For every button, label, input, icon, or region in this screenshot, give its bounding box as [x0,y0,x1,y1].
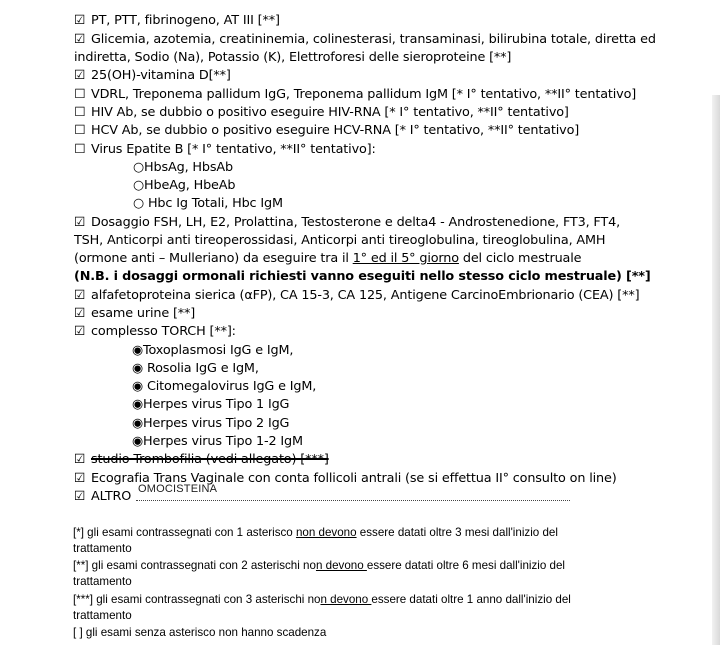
item-blood-chemistry-line2 [74,49,511,67]
struck-item-text: studio Trombofilia (vedi allegato) [***] [91,452,329,467]
torch-option [132,415,289,433]
other-value-field[interactable]: OMOCISTEINA [138,483,218,495]
empty-radio-icon: ○ [133,196,145,211]
item-hormones-line1 [74,214,620,232]
item-urine [74,305,195,323]
option-text: Hbc Ig Totali, Hbc IgM [147,196,283,211]
item-hcv [74,122,579,140]
item-blood-chemistry-line1 [74,31,656,49]
footnote-2-line2 [73,574,132,590]
footnote-3 [73,592,571,608]
footnote-text: essere datati oltre 6 mesi dall'inizio del [366,559,566,572]
item-hiv [74,104,569,122]
empty-checkbox-icon: ☐ [74,123,86,138]
item-torch [74,323,236,341]
footnote-emphasis: n devono [315,559,367,572]
filled-radio-icon: ◉ [132,343,144,358]
footnote-text: [**] gli esami contrassegnati con 2 asterischi no [73,559,316,572]
empty-checkbox-icon: ☐ [74,105,86,120]
checked-checkbox-icon: ☑ [74,452,86,467]
item-text: Ecografia Trans Vaginale con conta follicoli antrali (se si effettua II° consulto on line) [91,471,617,486]
item-text: HIV Ab, se dubbio o positivo eseguire HIV-RNA [* I° tentativo, **II° tentativo] [91,105,569,120]
item-text: complesso TORCH [**]: [91,324,236,339]
hep-b-option [133,177,235,195]
dotted-line [136,500,570,501]
checked-checkbox-icon: ☑ [74,324,86,339]
footnote-text: trattamento [73,609,132,622]
item-tumor-markers [74,287,639,305]
footnote-emphasis: non devono [295,526,357,539]
scrollbar-track[interactable] [712,95,720,645]
footnote-text: [*] gli esami contrassegnati con 1 asterisco [73,526,296,539]
item-vdrl [74,86,636,104]
item-hormones-line3 [74,250,581,268]
footnote-emphasis: n devono [320,593,372,606]
option-text: HbeAg, HbeAb [144,178,236,193]
item-vitamin-d [74,67,231,85]
footnote-1-line2 [73,541,132,557]
item-text: Glicemia, azotemia, creatininemia, colinesterasi, transaminasi, bilirubina totale, diretta ed [91,32,656,47]
option-text: Herpes virus Tipo 2 IgG [143,416,290,431]
footnote-text: essere datati oltre 1 anno dall'inizio del [371,593,571,606]
torch-option [132,396,289,414]
empty-radio-icon: ○ [133,160,145,175]
torch-option [132,378,316,396]
empty-checkbox-icon: ☐ [74,87,86,102]
item-text: esame urine [**] [91,306,196,321]
checked-checkbox-icon: ☑ [74,32,86,47]
filled-radio-icon: ◉ [132,397,144,412]
footnote-text: essere datati oltre 3 mesi dall'inizio del [356,526,558,539]
torch-option [132,360,259,378]
footnote-text: [ ] gli esami senza asterisco non hanno scadenza [73,626,327,639]
footnote-1 [73,525,558,541]
checked-checkbox-icon: ☑ [74,471,86,486]
checked-checkbox-icon: ☑ [74,489,86,504]
option-text: Toxoplasmosi IgG e IgM, [143,343,294,358]
hormones-note [74,268,651,286]
checked-checkbox-icon: ☑ [74,215,86,230]
item-text: alfafetoproteina sierica (αFP), CA 15-3, CA 125, Antigene CarcinoEmbrionario (CEA) [**] [91,288,640,303]
item-text: indiretta, Sodio (Na), Potassio (K), Elettroforesi delle sieroproteine [**] [74,50,512,65]
torch-option [132,433,303,451]
empty-radio-icon: ○ [133,178,145,193]
item-other [74,488,131,506]
item-text: VDRL, Treponema pallidum IgG, Treponema pallidum IgM [* I° tentativo, **II° tentativo] [91,87,637,102]
other-label: ALTRO [91,489,132,504]
footnote-text: trattamento [73,575,132,588]
footnote-4 [73,625,326,641]
checked-checkbox-icon: ☑ [74,306,86,321]
hep-b-option [133,195,283,213]
footnote-text: [***] gli esami contrassegnati con 3 asterischi no [73,593,321,606]
item-text: PT, PTT, fibrinogeno, AT III [**] [91,13,280,28]
item-hormones-line2 [74,232,605,250]
option-text: Rosolia IgG e IgM, [146,361,259,376]
hep-b-option [133,159,233,177]
empty-checkbox-icon: ☐ [74,142,86,157]
cycle-days: 1° ed il 5° giorno [352,251,459,266]
checked-checkbox-icon: ☑ [74,288,86,303]
option-text: Herpes virus Tipo 1 IgG [143,397,290,412]
note-text: (N.B. i dosaggi ormonali richiesti vanno eseguiti nello stesso ciclo mestruale) [**] [74,269,651,284]
item-text: HCV Ab, se dubbio o positivo eseguire HCV-RNA [* I° tentativo, **II° tentativo] [91,123,580,138]
checked-checkbox-icon: ☑ [74,68,86,83]
item-text: TSH, Anticorpi anti tireoperossidasi, Anticorpi anti tireoglobulina, tireoglobulina, AMH [74,233,606,248]
item-hepatitis-b [74,141,376,159]
footnote-3-line2 [73,608,132,624]
item-text: Virus Epatite B [* I° tentativo, **II° tentativo]: [91,142,376,157]
footnote-text: trattamento [73,542,132,555]
item-text: (ormone anti – Mulleriano) da eseguire tra il [74,251,353,266]
item-text: del ciclo mestruale [458,251,582,266]
option-text: Citomegalovirus IgG e IgM, [146,379,317,394]
item-coagulation [74,12,280,30]
option-text: Herpes virus Tipo 1-2 IgM [143,434,303,449]
item-thrombophilia [74,451,329,469]
filled-radio-icon: ◉ [132,434,144,449]
option-text: HbsAg, HbsAb [144,160,233,175]
filled-radio-icon: ◉ [132,361,144,376]
checked-checkbox-icon: ☑ [74,13,86,28]
item-text: 25(OH)-vitamina D[**] [91,68,231,83]
torch-option [132,342,293,360]
filled-radio-icon: ◉ [132,379,144,394]
footnote-2 [73,558,565,574]
item-text: Dosaggio FSH, LH, E2, Prolattina, Testosterone e delta4 - Androstenedione, FT3, FT4, [91,215,620,230]
filled-radio-icon: ◉ [132,416,144,431]
